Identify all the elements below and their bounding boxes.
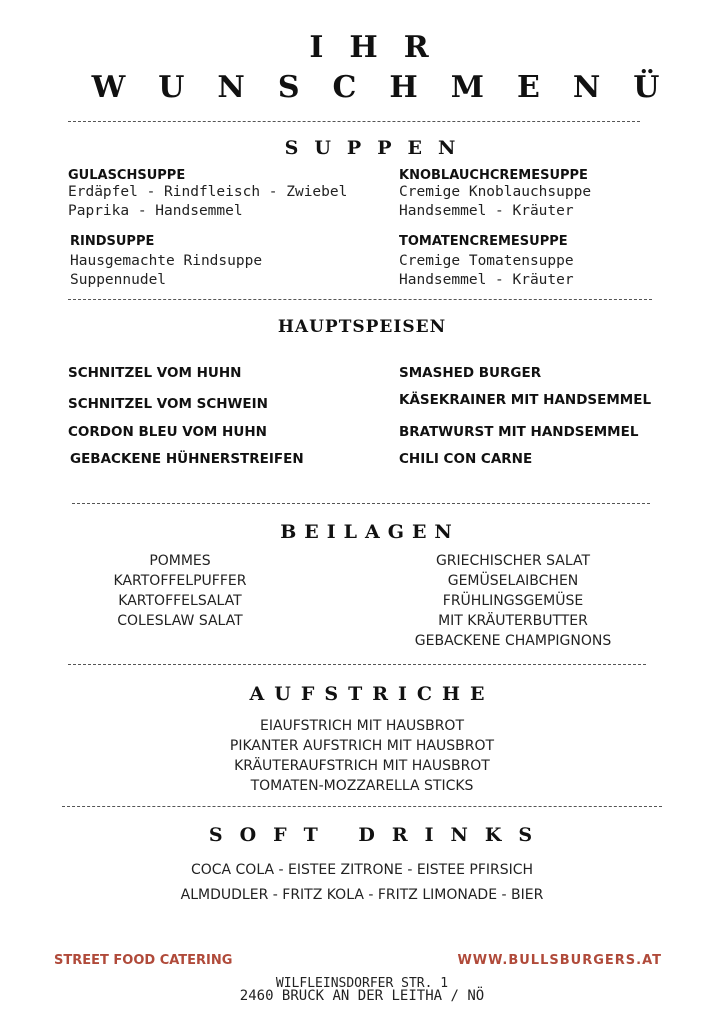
soup-desc: Erdäpfel - Rindfleisch - Zwiebel [68, 184, 348, 200]
side-item: POMMES [149, 553, 211, 569]
soup-item [399, 168, 591, 219]
side-item: KARTOFFELSALAT [118, 593, 242, 609]
side-item: GEMÜSELAIBCHEN [447, 573, 579, 589]
main-dish-item: SMASHED BURGER [399, 365, 542, 381]
side-item: GEBACKENE CHAMPIGNONS [414, 633, 612, 649]
soup-item [68, 168, 347, 219]
main-dish-item: BRATWURST MIT HANDSEMMEL [399, 424, 639, 440]
main-dish-item: GEBACKENE HÜHNERSTREIFEN [70, 451, 304, 467]
side-item: MIT KRÄUTERBUTTER [438, 613, 588, 629]
soup-name: KNOBLAUCHCREMESUPPE [399, 168, 588, 183]
section-title-hauptspeisen: HAUPTSPEISEN [277, 317, 447, 337]
soup-desc: Cremige Knoblauchsuppe [399, 184, 592, 200]
soup-desc: Paprika - Handsemmel [68, 203, 243, 219]
footer-website[interactable]: WWW.BULLSBURGERS.AT [457, 953, 662, 968]
soup-name: RINDSUPPE [70, 234, 155, 249]
footer-address-line-2: 2460 BRUCK AN DER LEITHA / NÖ [239, 988, 485, 1004]
divider [68, 121, 640, 122]
title-line-2: WUNSCHMENÜ [91, 70, 693, 105]
soup-desc: Cremige Tomatensuppe [399, 253, 574, 269]
main-dish-item: SCHNITZEL VOM HUHN [68, 365, 242, 381]
spread-item: PIKANTER AUFSTRICH MIT HAUSBROT [229, 738, 495, 754]
section-title-softdrinks: SOFT DRINKS [208, 824, 550, 846]
side-item: FRÜHLINGSGEMÜSE [442, 593, 584, 609]
footer-address-line-1: WILFLEINSDORFER STR. 1 [275, 976, 449, 991]
main-dish-item: CHILI CON CARNE [399, 451, 533, 467]
side-list-left [80, 551, 280, 631]
soup-desc: Handsemmel - Kräuter [399, 203, 574, 219]
spread-item: KRÄUTERAUFSTRICH MIT HAUSBROT [234, 758, 490, 774]
side-item: COLESLAW SALAT [117, 613, 243, 629]
title-line-1: IHR [309, 30, 455, 65]
section-title-aufstriche: AUFSTRICHE [249, 683, 495, 705]
drinks-line: ALMDUDLER - FRITZ KOLA - FRITZ LIMONADE - BIER [180, 887, 544, 903]
main-dish-item: CORDON BLEU VOM HUHN [68, 424, 267, 440]
soup-desc: Handsemmel - Kräuter [399, 272, 574, 288]
footer-catering-label: STREET FOOD CATERING [54, 953, 233, 968]
divider [68, 299, 652, 300]
side-item: GRIECHISCHER SALAT [435, 553, 591, 569]
divider [68, 664, 646, 665]
spread-list [0, 716, 724, 796]
main-dish-item: KÄSEKRAINER MIT HANDSEMMEL [399, 392, 652, 408]
main-dish-item: SCHNITZEL VOM SCHWEIN [68, 396, 268, 412]
soup-name: GULASCHSUPPE [68, 168, 186, 183]
section-title-beilagen: BEILAGEN [280, 521, 460, 543]
spread-item: EIAUFSTRICH MIT HAUSBROT [259, 718, 464, 734]
divider [72, 503, 650, 504]
divider [62, 806, 662, 807]
section-title-suppen: SUPPEN [284, 137, 472, 159]
soup-item [70, 234, 262, 288]
spread-item: TOMATEN-MOZZARELLA STICKS [250, 778, 474, 794]
side-list-right [398, 551, 628, 651]
side-item: KARTOFFELPUFFER [113, 573, 247, 589]
soup-item [399, 234, 574, 288]
soup-desc: Hausgemachte Rindsuppe [70, 253, 263, 269]
soup-name: TOMATENCREMESUPPE [399, 234, 568, 249]
drinks-line: COCA COLA - EISTEE ZITRONE - EISTEE PFIRSICH [190, 862, 534, 878]
soup-desc: Suppennudel [70, 272, 167, 288]
